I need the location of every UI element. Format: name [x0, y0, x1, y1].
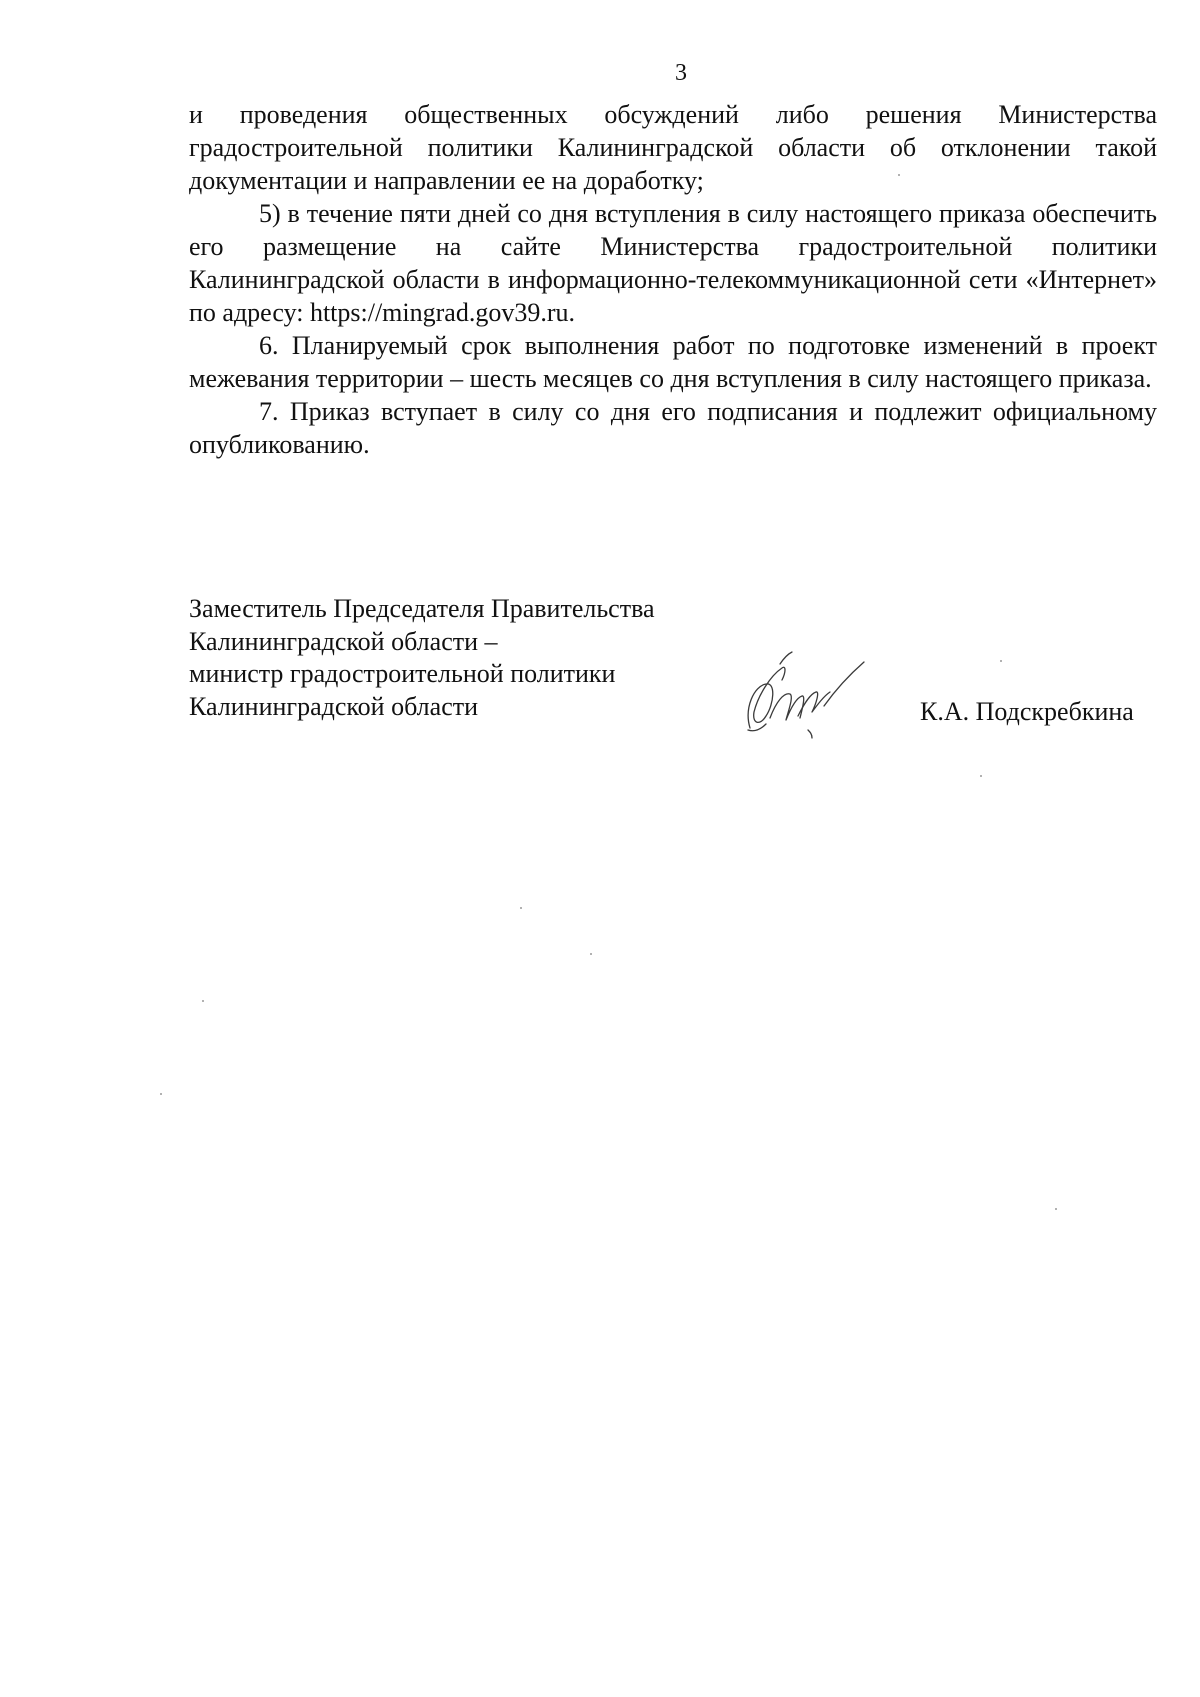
signer-position-line: Калининградской области — [189, 691, 479, 721]
signer-position-line: Калининградской области – — [189, 626, 498, 656]
scan-speck — [1055, 1208, 1057, 1210]
scan-speck — [160, 1093, 162, 1095]
paragraph-item-5: 5) в течение пяти дней со дня вступления в силу настоящего приказа обеспечить его размещение на сайте Министерства градостроительной политики Калининградской области в информационно-телекоммуникационной сети «Интернет» по адресу: https://mingrad.gov39.ru. — [189, 199, 1157, 327]
handwritten-signature — [740, 646, 870, 742]
scan-speck — [1000, 660, 1002, 662]
scan-speck — [590, 953, 592, 955]
signer-position-line: Заместитель Председателя Правительства — [189, 594, 655, 623]
scan-speck — [898, 174, 900, 176]
paragraph-item-6: 6. Планируемый срок выполнения работ по подготовке изменений в проект межевания территории – шесть месяцев со дня вступления в силу настоящего приказа. — [189, 331, 1157, 393]
signer-name: К.А. Подскребкина — [920, 697, 1134, 726]
paragraph-continuation: и проведения общественных обсуждений либо решения Министерства градостроительной политики Калининградской области об отклонении такой документации и направлении ее на доработку; — [189, 100, 1157, 195]
scan-speck — [202, 1000, 204, 1002]
scan-speck — [980, 775, 982, 777]
signer-position-line: министр градостроительной политики — [189, 659, 616, 688]
document-body — [189, 98, 1157, 461]
page-number: 3 — [675, 60, 687, 86]
scan-speck — [520, 907, 522, 909]
paragraph-item-7: 7. Приказ вступает в силу со дня его подписания и подлежит официальному опубликованию. — [189, 397, 1157, 459]
